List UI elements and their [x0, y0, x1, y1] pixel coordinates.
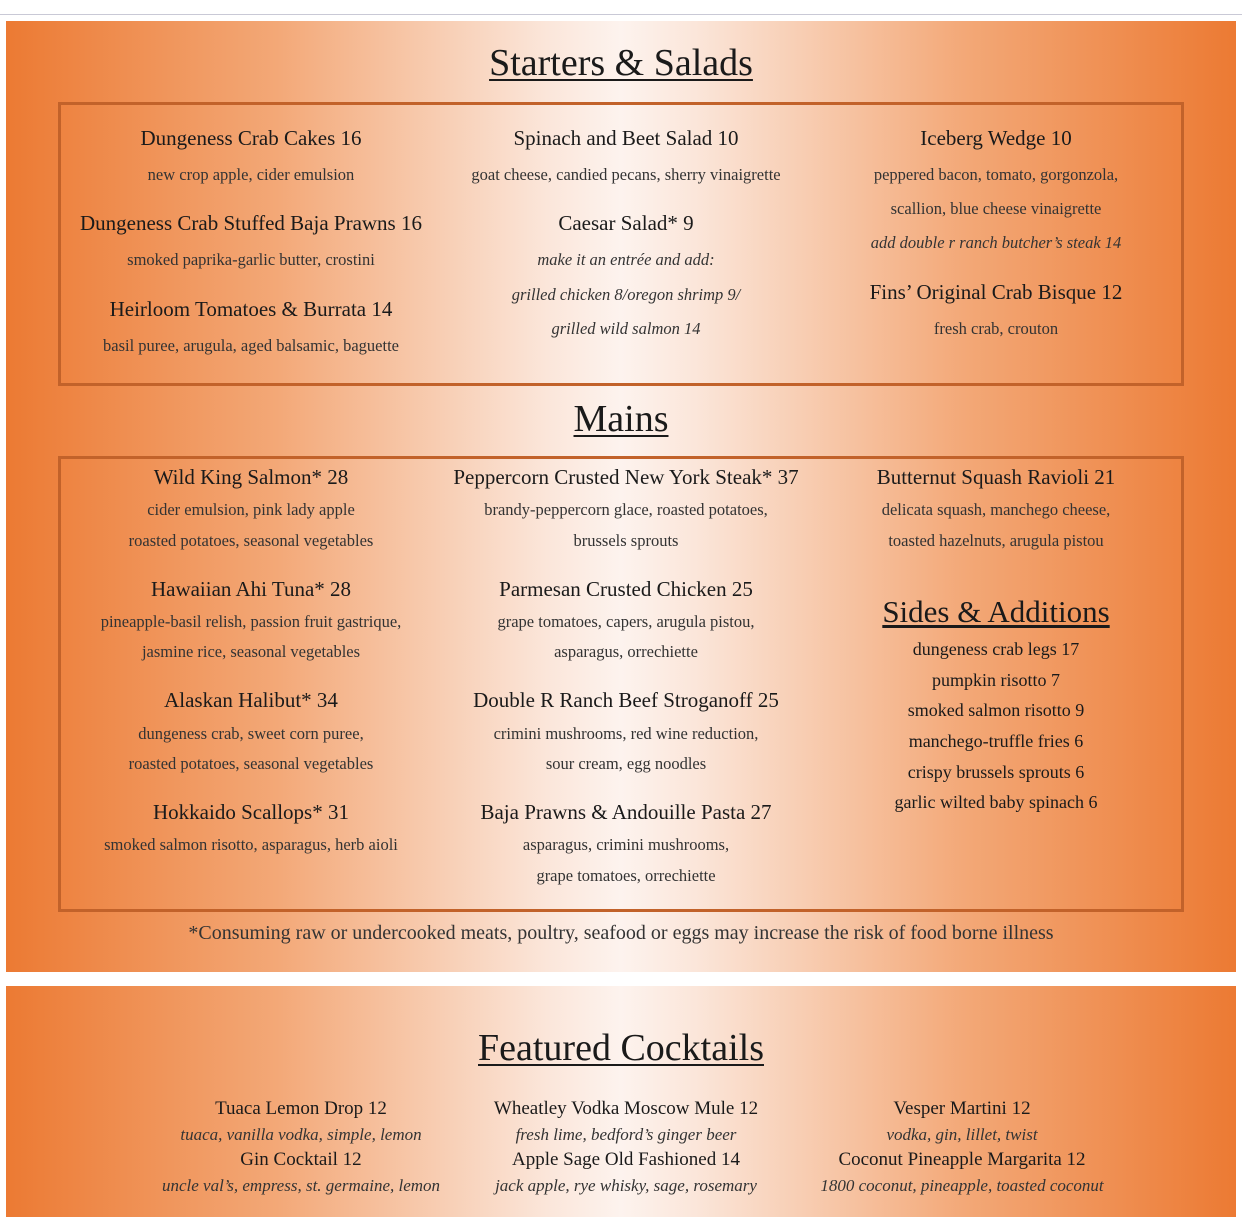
cocktail-title: Vesper Martini 12 — [893, 1098, 1031, 1119]
cocktails-column-1 — [146, 1096, 456, 1206]
menu-item-title: Wild King Salmon* 28 — [153, 465, 349, 489]
menu-item-title: Dungeness Crab Cakes 16 — [140, 126, 362, 150]
menu-item-title: Caesar Salad* 9 — [558, 211, 694, 235]
menu-item-desc: goat cheese, candied pecans, sherry vinaigrette — [471, 165, 781, 184]
cocktail-title: Apple Sage Old Fashioned 14 — [512, 1149, 740, 1170]
food-menu-panel — [6, 21, 1236, 972]
cocktails-title: Featured Cocktails — [478, 1027, 764, 1069]
side-item: smoked salmon risotto 9 — [907, 700, 1085, 720]
starters-title: Starters & Salads — [489, 42, 753, 84]
cocktail-title: Coconut Pineapple Margarita 12 — [838, 1149, 1086, 1170]
mains-box — [58, 456, 1184, 912]
menu-item-desc: toasted hazelnuts, arugula pistou — [888, 531, 1104, 550]
caesar-addon-line: grilled wild salmon 14 — [551, 319, 701, 338]
menu-item-desc: crimini mushrooms, red wine reduction, — [493, 724, 759, 743]
cocktails-column-3 — [802, 1096, 1122, 1206]
menu-item-desc: delicata squash, manchego cheese, — [881, 500, 1111, 519]
cocktail-title: Gin Cocktail 12 — [240, 1149, 362, 1170]
menu-item-title: Fins’ Original Crab Bisque 12 — [869, 280, 1123, 304]
menu-item-desc: roasted potatoes, seasonal vegetables — [128, 754, 374, 773]
cocktails-panel — [6, 986, 1236, 1217]
menu-item-desc: jasmine rice, seasonal vegetables — [141, 642, 361, 661]
cocktails-column-2 — [466, 1096, 786, 1206]
starters-column-2 — [441, 105, 811, 385]
menu-item-desc: cider emulsion, pink lady apple — [147, 500, 355, 519]
menu-item-desc: dungeness crab, sweet corn puree, — [138, 724, 364, 743]
menu-item-desc: scallion, blue cheese vinaigrette — [890, 199, 1102, 218]
menu-item-title: Heirloom Tomatoes & Burrata 14 — [109, 297, 393, 321]
menu-item-desc: basil puree, arugula, aged balsamic, baguette — [103, 336, 399, 355]
cocktail-desc: tuaca, vanilla vodka, simple, lemon — [180, 1125, 422, 1144]
cocktail-desc: vodka, gin, lillet, twist — [886, 1125, 1038, 1144]
menu-item-title: Baja Prawns & Andouille Pasta 27 — [480, 800, 772, 824]
menu-item-desc: sour cream, egg noodles — [545, 754, 707, 773]
side-item: garlic wilted baby spinach 6 — [894, 792, 1098, 812]
menu-item-title: Dungeness Crab Stuffed Baja Prawns 16 — [80, 211, 422, 235]
caesar-addon-line: grilled chicken 8/oregon shrimp 9/ — [511, 285, 741, 304]
top-divider — [0, 14, 1242, 15]
menu-item-title: Double R Ranch Beef Stroganoff 25 — [473, 688, 779, 712]
menu-item-desc: brussels sprouts — [573, 531, 679, 550]
caesar-addon-line: make it an entrée and add: — [537, 250, 715, 269]
cocktail-title: Wheatley Vodka Moscow Mule 12 — [493, 1098, 759, 1119]
menu-item-title: Peppercorn Crusted New York Steak* 37 — [453, 465, 799, 489]
menu-item-desc: asparagus, crimini mushrooms, — [522, 835, 730, 854]
starters-column-1 — [61, 105, 441, 385]
menu-item-desc: smoked salmon risotto, asparagus, herb aioli — [104, 835, 398, 854]
starters-box — [58, 102, 1184, 386]
menu-item-title: Butternut Squash Ravioli 21 — [876, 465, 1116, 489]
menu-item-desc: new crop apple, cider emulsion — [147, 165, 355, 184]
menu-item-desc: fresh crab, crouton — [933, 319, 1059, 338]
side-item: manchego-truffle fries 6 — [908, 731, 1084, 751]
mains-column-2 — [441, 459, 811, 909]
menu-item-desc: peppered bacon, tomato, gorgonzola, — [873, 165, 1119, 184]
mains-column-3 — [811, 459, 1181, 909]
menu-item-title: Spinach and Beet Salad 10 — [513, 126, 739, 150]
menu-item-desc: grape tomatoes, orrechiette — [536, 866, 716, 885]
cocktail-desc: fresh lime, bedford’s ginger beer — [515, 1125, 737, 1144]
iceberg-addon: add double r ranch butcher’s steak 14 — [870, 233, 1122, 252]
menu-item-desc: brandy-peppercorn glace, roasted potatoes, — [484, 500, 768, 519]
starters-column-3 — [811, 105, 1181, 385]
cocktail-title: Tuaca Lemon Drop 12 — [215, 1098, 387, 1119]
sides-title: Sides & Additions — [882, 594, 1110, 629]
cocktail-desc: uncle val’s, empress, st. germaine, lemon — [161, 1176, 441, 1195]
cocktail-desc: 1800 coconut, pineapple, toasted coconut — [820, 1176, 1104, 1195]
menu-item-desc: pineapple-basil relish, passion fruit gastrique, — [100, 612, 402, 631]
menu-item-title: Alaskan Halibut* 34 — [164, 688, 338, 712]
menu-item-title: Parmesan Crusted Chicken 25 — [499, 577, 753, 601]
mains-title: Mains — [573, 398, 669, 440]
cocktail-desc: jack apple, rye whisky, sage, rosemary — [495, 1176, 757, 1195]
mains-column-1 — [61, 459, 441, 909]
food-safety-disclaimer: *Consuming raw or undercooked meats, poultry, seafood or eggs may increase the risk of food borne illness — [188, 922, 1054, 944]
menu-item-title: Iceberg Wedge 10 — [920, 126, 1072, 150]
menu-item-desc: smoked paprika-garlic butter, crostini — [127, 250, 375, 269]
side-item: pumpkin risotto 7 — [931, 670, 1060, 690]
side-item: dungeness crab legs 17 — [912, 639, 1080, 659]
menu-item-title: Hawaiian Ahi Tuna* 28 — [150, 577, 352, 601]
menu-item-desc: roasted potatoes, seasonal vegetables — [128, 531, 374, 550]
menu-item-desc: asparagus, orrechiette — [554, 642, 698, 661]
menu-item-desc: grape tomatoes, capers, arugula pistou, — [497, 612, 755, 631]
side-item: crispy brussels sprouts 6 — [907, 762, 1085, 782]
menu-item-title: Hokkaido Scallops* 31 — [153, 800, 349, 824]
